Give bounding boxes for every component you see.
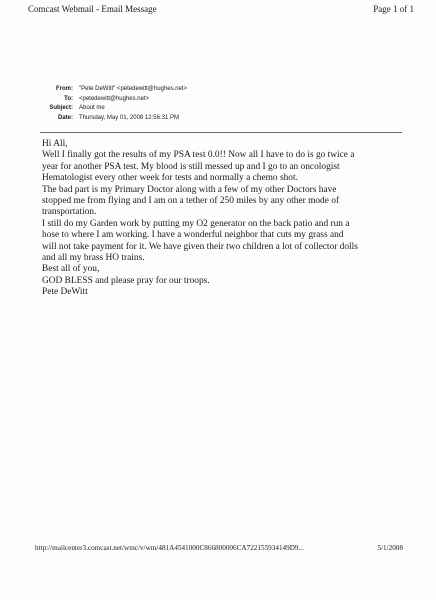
body-line: I still do my Garden work by putting my O2 generator on the back patio and run a [42, 218, 350, 229]
print-header-title: Comcast Webmail - Email Message [28, 4, 157, 14]
to-row [40, 95, 400, 105]
body-line: will not take payment for it. We have given their two children a lot of collector dolls [42, 241, 358, 252]
body-line: year for another PSA test. My blood is still messed up and I go to an oncologist [42, 161, 340, 172]
from-row [40, 85, 400, 95]
subject-label: Subject: [49, 105, 73, 111]
to-label: To: [64, 95, 73, 102]
print-header-page-number: Page 1 of 1 [373, 4, 414, 14]
date-row [40, 114, 400, 124]
body-line: Well I finally got the results of my PSA test 0.0!! Now all I have to do is go twice a [42, 150, 355, 161]
print-footer-date: 5/1/2008 [377, 544, 403, 552]
body-line: stopped me from flying and I am on a tether of 250 miles by any other mode of [42, 196, 340, 207]
body-line: hose to where I am working. I have a wonderful neighbor that cuts my grass and [42, 230, 344, 241]
subject-row [40, 104, 400, 114]
print-header [28, 4, 414, 18]
subject-value: About me [79, 105, 105, 111]
from-label: From: [56, 86, 73, 92]
body-line: The bad part is my Primary Doctor along with a few of my other Doctors have [42, 184, 337, 195]
body-line: Hi All, [42, 139, 68, 149]
body-line: Hematologist every other week for tests and normally a chemo shot. [42, 173, 298, 184]
message-header [40, 85, 400, 123]
body-line: GOD BLESS and please pray for our troops. [42, 275, 210, 286]
from-value: "Pete DeWitt" <petedewitt@hughes.net> [79, 86, 188, 92]
print-footer [35, 544, 403, 556]
to-value: <petedewitt@hughes.net> [79, 95, 150, 102]
print-footer-url: http://mailcenter3.comcast.net/wmc/v/wm/481A4541000C866800006CA722155934149D9... [35, 544, 304, 552]
body-line: and all my brass HO trains. [42, 253, 145, 264]
body-line: transportation. [42, 207, 97, 218]
date-value: Thursday, May 01, 2008 12:56:31 PM [79, 114, 179, 121]
date-label: Date: [57, 114, 73, 121]
message-body [42, 139, 404, 299]
header-divider [40, 132, 402, 133]
body-line: Pete DeWitt [42, 287, 88, 298]
body-line: Best all of you, [42, 264, 100, 275]
